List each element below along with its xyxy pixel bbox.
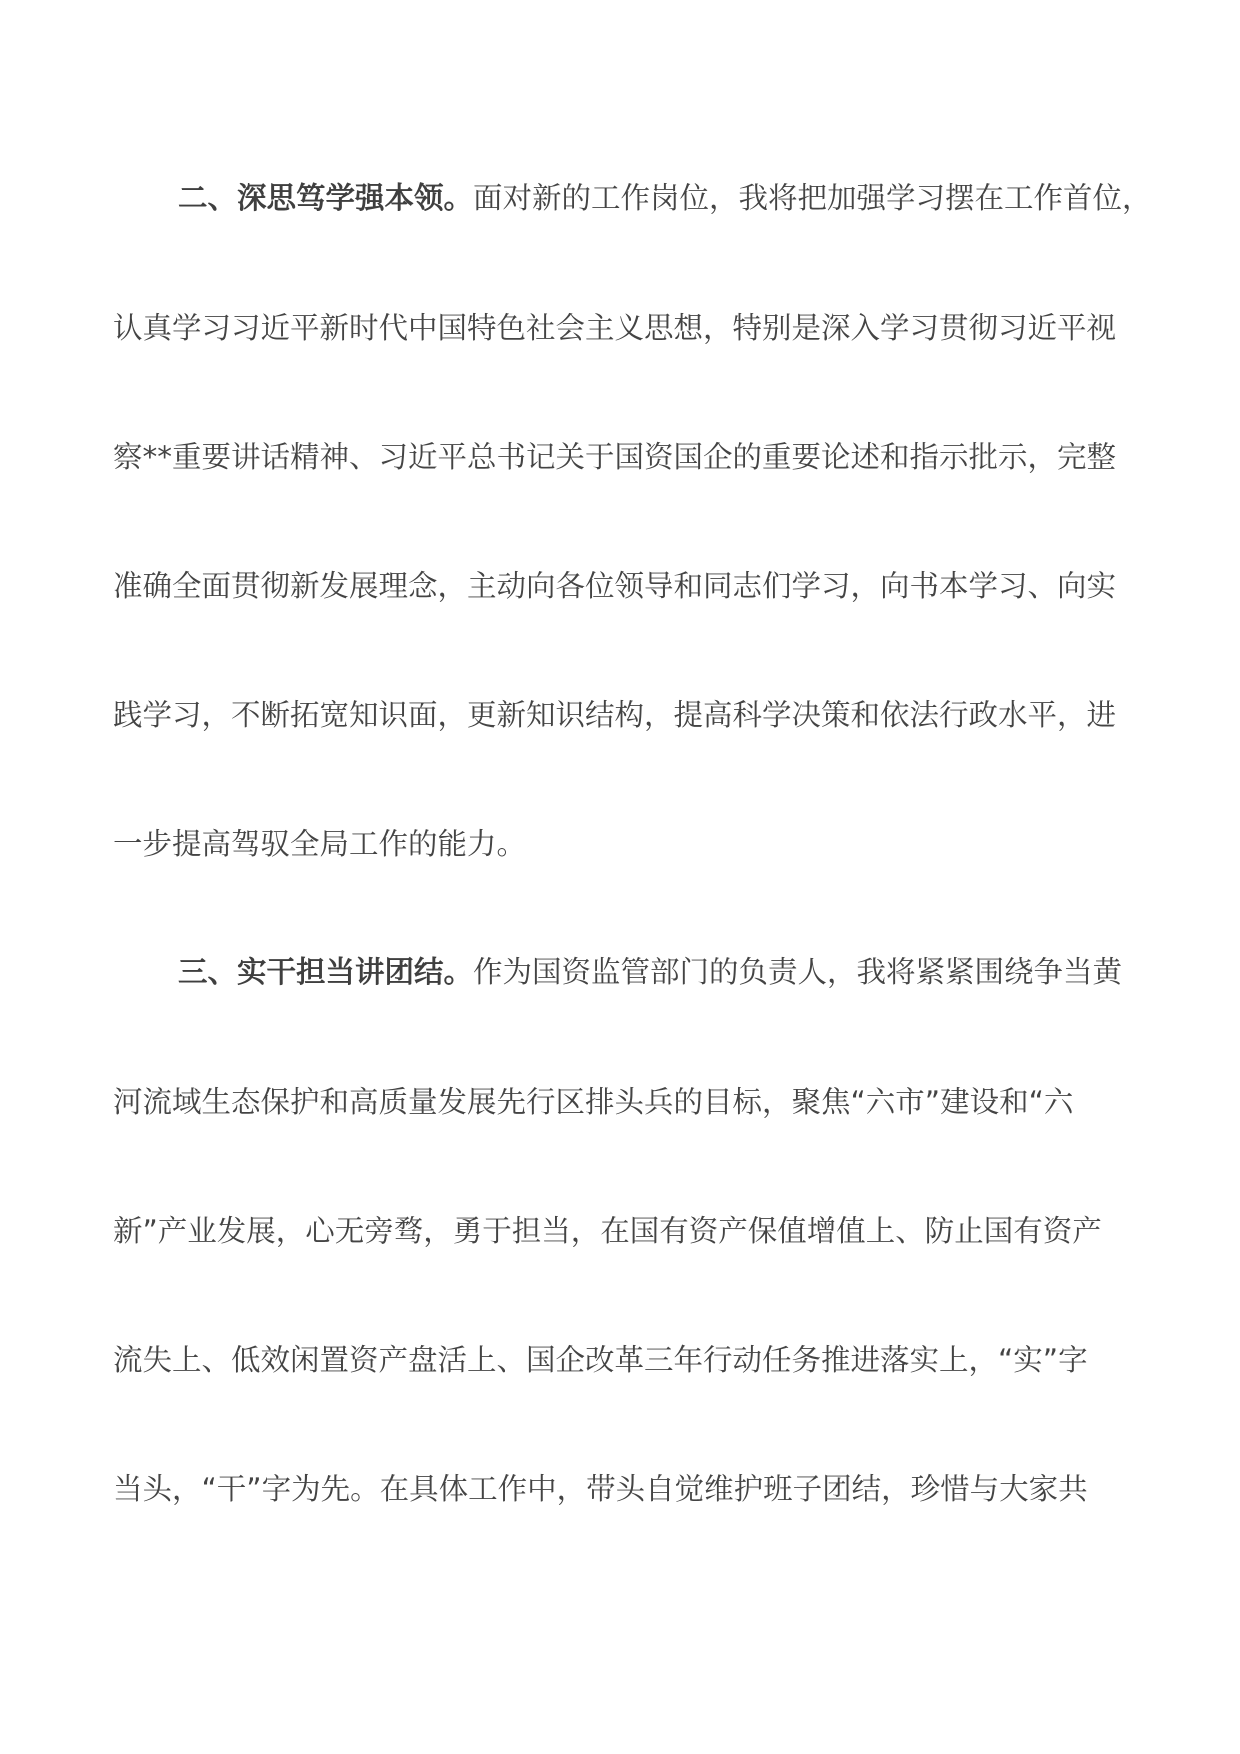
paragraph-3-heading: 三、实干担当讲团结。: [178, 955, 474, 989]
paragraph-2-line-5: 践学习，不断拓宽知识面，更新知识结构，提高科学决策和依法行政水平，进: [113, 698, 1117, 732]
paragraph-3-text: 作为国资监管部门的负责人，我将紧紧围绕争当黄: [473, 955, 1123, 989]
paragraph-2-heading: 二、深思笃学强本领。: [178, 181, 474, 215]
paragraph-3-line-5: 当头，“干”字为先。在具体工作中，带头自觉维护班子团结，珍惜与大家共: [113, 1472, 1088, 1506]
paragraph-2-line-1: [178, 173, 1168, 223]
paragraph-3-line-1: [178, 947, 1168, 997]
paragraph-3-line-4: 流失上、低效闲置资产盘活上、国企改革三年行动任务推进落实上，“实”字: [113, 1343, 1088, 1377]
paragraph-2-text: 面对新的工作岗位，我将把加强学习摆在工作首位，: [473, 181, 1152, 215]
paragraph-2-line-2: 认真学习习近平新时代中国特色社会主义思想，特别是深入学习贯彻习近平视: [113, 311, 1117, 345]
paragraph-3-line-2: 河流域生态保护和高质量发展先行区排头兵的目标，聚焦“六市”建设和“六: [113, 1085, 1074, 1119]
paragraph-2-line-6: 一步提高驾驭全局工作的能力。: [113, 827, 527, 861]
paragraph-3-line-3: 新”产业发展，心无旁骛，勇于担当，在国有资产保值增值上、防止国有资产: [113, 1214, 1102, 1248]
paragraph-2-line-4: 准确全面贯彻新发展理念，主动向各位领导和同志们学习，向书本学习、向实: [113, 569, 1117, 603]
paragraph-2-line-3: 察**重要讲话精神、习近平总书记关于国资国企的重要论述和指示批示，完整: [113, 440, 1117, 474]
